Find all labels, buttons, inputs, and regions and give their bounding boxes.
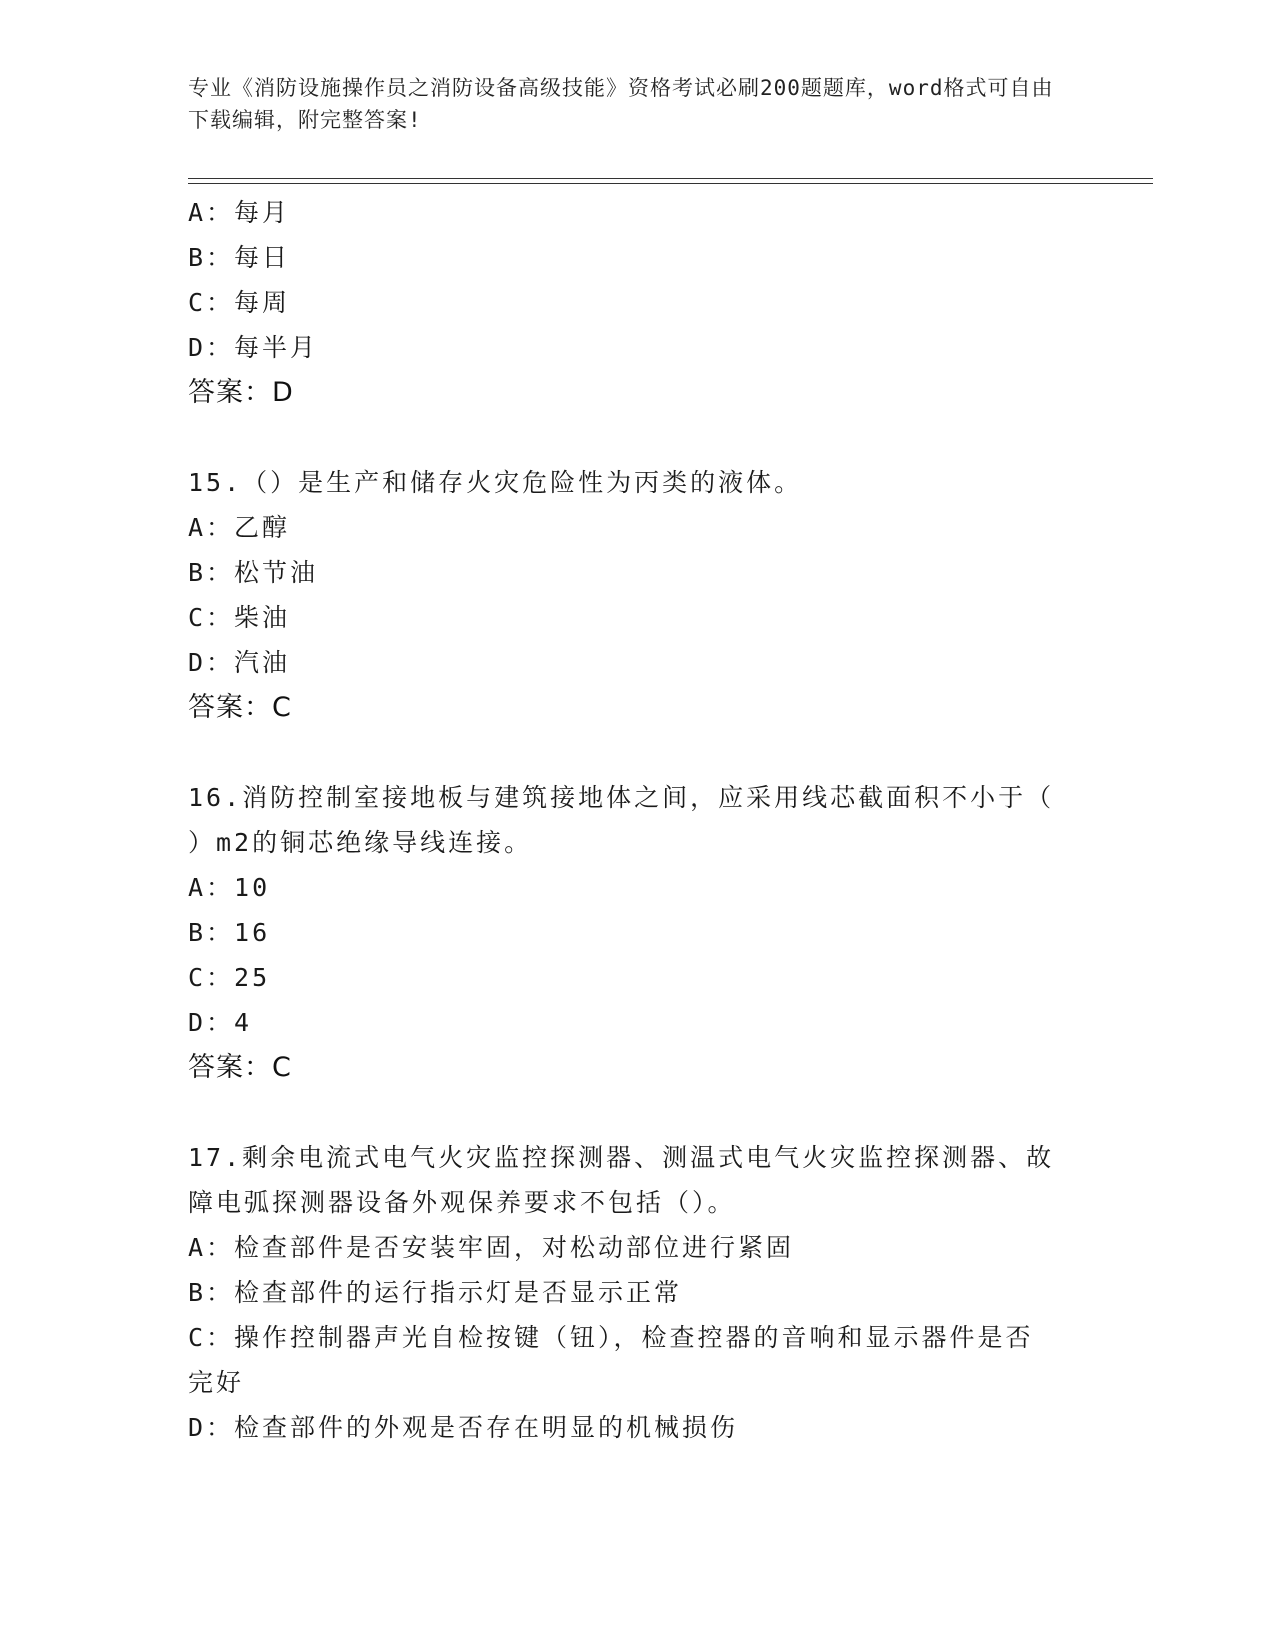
- option-b: B：16: [188, 918, 271, 947]
- question-17-block: [188, 1135, 1078, 1450]
- option-a: A：每月: [188, 198, 291, 227]
- option-b: B：每日: [188, 243, 291, 272]
- question-content: [188, 190, 1078, 1450]
- question-15-text: 15.（）是生产和储存火灾危险性为丙类的液体。: [188, 468, 803, 497]
- document-header: 专业《消防设施操作员之消防设备高级技能》资格考试必刷200题题库，word格式可自由下载编辑，附完整答案!: [188, 76, 1054, 132]
- option-c: C：每周: [188, 288, 291, 317]
- question-15-block: [188, 460, 1078, 731]
- answer-14: 答案：D: [188, 377, 294, 408]
- question-14-block: [188, 190, 1078, 416]
- option-c-continued: 完好: [188, 1368, 245, 1397]
- option-d: D：每半月: [188, 333, 319, 362]
- option-a: A：检查部件是否安装牢固，对松动部位进行紧固: [188, 1233, 795, 1262]
- option-d: D：检查部件的外观是否存在明显的机械损伤: [188, 1413, 739, 1442]
- option-a: A：乙醇: [188, 513, 291, 542]
- header-divider-bottom: [188, 183, 1153, 184]
- answer-16: 答案：C: [188, 1052, 292, 1083]
- option-c: C：操作控制器声光自检按键（钮），检查控器的音响和显示器件是否: [188, 1323, 1034, 1352]
- option-b: B：松节油: [188, 558, 319, 587]
- option-d: D：4: [188, 1008, 253, 1037]
- question-17-text-line2: 障电弧探测器设备外观保养要求不包括（）。: [188, 1188, 736, 1217]
- question-16-text-line2: ）m2的铜芯绝缘导线连接。: [188, 828, 533, 857]
- question-17-text-line1: 17.剩余电流式电气火灾监控探测器、测温式电气火灾监控探测器、故: [188, 1143, 1055, 1172]
- option-c: C：25: [188, 963, 271, 992]
- option-b: B：检查部件的运行指示灯是否显示正常: [188, 1278, 683, 1307]
- question-16-text-line1: 16.消防控制室接地板与建筑接地体之间，应采用线芯截面积不小于（: [188, 783, 1055, 812]
- question-16-block: [188, 775, 1078, 1091]
- option-d: D：汽油: [188, 648, 291, 677]
- option-c: C：柴油: [188, 603, 291, 632]
- option-a: A：10: [188, 873, 271, 902]
- header-divider-top: [188, 178, 1153, 179]
- answer-15: 答案：C: [188, 692, 292, 723]
